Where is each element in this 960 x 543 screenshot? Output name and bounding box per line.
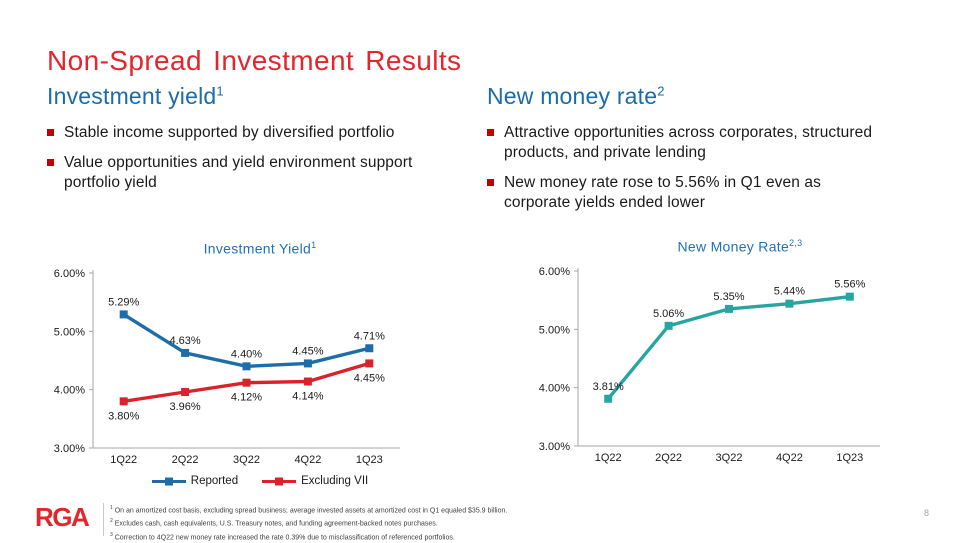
chart-title-text: New Money Rate [677,238,790,255]
data-point-label: 5.35% [713,290,745,303]
data-point-label: 4.71% [353,330,385,343]
bullet-item [487,173,885,213]
section-heading-text: Investment yield [47,83,217,109]
data-point-marker [181,349,189,357]
data-point-marker [846,293,854,301]
data-point-marker [120,310,128,318]
data-point-marker [243,379,251,387]
bullet-item [47,153,425,193]
bullet-square-icon [47,159,54,166]
chart-title-text: Investment Yield [203,240,312,257]
x-tick-label: 2Q22 [655,452,683,464]
footnote [110,530,670,543]
data-point-label: 3.80% [108,410,140,423]
section-heading-new-money-rate [487,83,885,110]
data-point-marker [365,344,373,352]
y-tick-label: 5.00% [53,326,85,339]
bullet-square-icon [47,129,54,136]
bullet-text: New money rate rose to 5.56% in Q1 even as corporate yields ended lower [504,174,821,212]
data-point-marker [120,397,128,405]
rga-logo: RGA [35,502,89,532]
x-tick-label: 1Q23 [836,452,864,464]
data-point-label: 4.14% [292,390,324,403]
chart-investment-yield [45,240,475,487]
footnote-superscript: 3 [110,531,113,538]
page-title: Non-Spread Investment Results [47,44,462,76]
legend-swatch-icon [262,477,296,486]
chart-canvas [520,262,960,464]
data-point-marker [365,359,373,367]
data-point-label: 5.56% [834,278,866,291]
section-heading-superscript: 2 [657,83,665,99]
data-point-marker [243,362,251,370]
x-tick-label: 4Q22 [775,452,803,464]
legend-item [262,475,368,487]
bullet-list [47,123,425,193]
legend-swatch-icon [152,477,186,486]
bullet-text: Value opportunities and yield environment support portfolio yield [64,154,413,192]
y-tick-label: 6.00% [538,266,570,278]
bullet-list [487,123,885,214]
legend-marker [275,477,283,485]
x-tick-label: 1Q22 [594,452,622,464]
y-tick-label: 3.00% [538,441,570,453]
footnote [110,503,670,516]
chart-title-superscript: 1 [311,240,317,250]
chart-new-money-rate [520,238,960,469]
section-new-money-rate [487,83,885,224]
y-tick-label: 4.00% [53,384,85,397]
section-heading-superscript: 1 [216,83,224,99]
footer-divider [103,503,104,536]
bullet-square-icon [487,129,494,136]
x-tick-label: 4Q22 [294,454,322,466]
legend-label: Excluding VII [301,475,369,487]
chart-title-superscript: 2,3 [789,238,803,248]
y-tick-label: 6.00% [53,268,85,280]
y-tick-label: 5.00% [538,324,570,337]
data-point-label: 5.29% [108,296,140,309]
bullet-text: Attractive opportunities across corporates, structured products, and private lending [504,124,873,162]
data-point-marker [304,378,312,386]
data-point-label: 4.63% [169,334,201,347]
bullet-square-icon [487,179,494,186]
chart-legend [45,475,475,487]
section-investment-yield [47,83,425,203]
chart-title [520,238,960,262]
x-tick-label: 3Q22 [233,454,260,466]
data-point-label: 5.44% [773,285,806,298]
legend-marker [165,477,173,485]
y-tick-label: 4.00% [538,382,570,395]
data-point-label: 4.12% [230,391,263,404]
footnote-text: Excludes cash, cash equivalents, U.S. Treasury notes, and funding agreement-backed notes purchases. [114,520,438,528]
data-point-marker [604,395,612,403]
x-tick-label: 2Q22 [171,454,199,466]
data-point-label: 5.06% [652,307,685,320]
chart-title [45,240,475,264]
data-point-label: 3.81% [592,380,624,393]
data-point-marker [725,305,733,313]
footnote-text: On an amortized cost basis, excluding spread business; average invested assets at amortized cost in Q1 equaled $35.9 billion. [114,507,508,515]
data-point-marker [785,300,793,308]
data-point-label: 4.40% [230,348,263,361]
y-tick-label: 3.00% [53,443,85,455]
section-heading-text: New money rate [487,83,658,109]
data-point-marker [665,322,673,330]
chart-canvas [45,264,475,466]
footnote [110,516,670,529]
data-point-marker [181,388,189,396]
footnotes [110,503,670,543]
x-tick-label: 1Q23 [355,454,383,466]
bullet-item [487,123,885,163]
page-number: 8 [924,508,930,518]
x-tick-label: 3Q22 [715,452,743,464]
data-point-label: 4.45% [353,372,385,385]
data-point-label: 3.96% [169,401,201,413]
data-point-label: 4.45% [292,345,324,358]
footnote-text: Correction to 4Q22 new money rate increased the rate 0.39% due to misclassification of referenced portfolios. [114,533,455,541]
x-tick-label: 1Q22 [110,454,138,466]
footnote-superscript: 2 [110,518,113,525]
legend-item [152,475,238,487]
legend-label: Reported [190,475,239,487]
footnote-superscript: 1 [110,505,113,511]
section-heading-investment-yield [47,83,425,110]
data-point-marker [304,359,312,367]
bullet-item [47,123,425,143]
bullet-text: Stable income supported by diversified portfolio [64,124,395,141]
